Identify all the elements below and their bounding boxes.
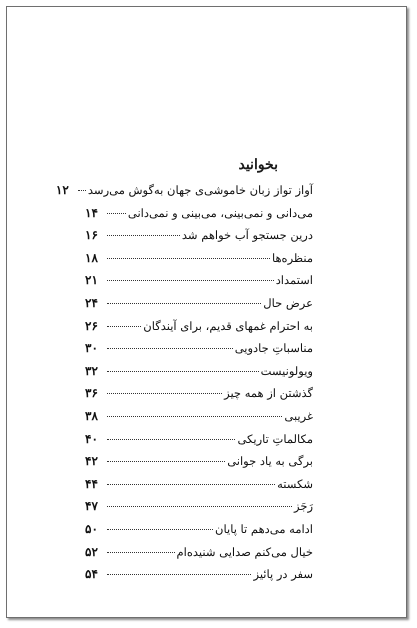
table-of-contents xyxy=(55,183,313,590)
toc-entry-page-number: ۵۲ xyxy=(85,544,98,559)
toc-entry-title: سفر در پائیز xyxy=(253,567,313,582)
toc-entry xyxy=(85,477,313,500)
toc-dot-leader xyxy=(107,326,141,327)
toc-entry-page-number: ۱۶ xyxy=(85,228,98,243)
toc-entry xyxy=(85,386,313,409)
toc-entry xyxy=(85,409,313,432)
toc-entry xyxy=(85,432,313,455)
toc-entry-page-number: ۳۶ xyxy=(85,386,98,401)
toc-entry-page-number: ۴۷ xyxy=(85,499,98,514)
toc-entry xyxy=(55,183,313,206)
toc-entry-title: مناسباتِ جادویی xyxy=(234,341,313,356)
toc-entry-title: عرض حال xyxy=(263,295,313,310)
toc-entry xyxy=(85,364,313,387)
toc-entry xyxy=(85,319,313,342)
toc-entry xyxy=(85,499,313,522)
toc-entry-title: ادامه می‌دهم تا پایان xyxy=(215,521,313,536)
toc-entry-title: به احترام غمهای قدیم، برای آیندگان xyxy=(143,318,313,333)
toc-entry-page-number: ۱۴ xyxy=(85,205,98,220)
toc-entry xyxy=(85,228,313,251)
toc-entry xyxy=(85,454,313,477)
toc-entry-title: مکالماتِ تاریکی xyxy=(237,431,313,446)
toc-entry-title: آواز تواز زبان خاموشی‌ی جهان به‌گوش می‌رسد xyxy=(87,183,313,197)
toc-dot-leader xyxy=(107,348,233,349)
toc-entry xyxy=(85,522,313,545)
toc-entry-title: برگی به یاد جوانی xyxy=(227,454,313,469)
toc-entry xyxy=(85,567,313,590)
toc-dot-leader xyxy=(107,484,275,485)
toc-dot-leader xyxy=(107,303,261,304)
toc-entry-page-number: ۴۲ xyxy=(85,454,98,469)
toc-entry-title: غریبی xyxy=(284,408,313,423)
page-heading: بخوانید xyxy=(238,157,278,173)
toc-entry-page-number: ۲۴ xyxy=(85,295,98,310)
toc-entry-page-number: ۳۲ xyxy=(85,363,98,378)
toc-dot-leader xyxy=(107,371,259,372)
toc-dot-leader xyxy=(78,190,86,191)
toc-entry-title: می‌دانی و نمی‌بینی، می‌بینی و نمی‌دانی xyxy=(127,205,313,220)
toc-entry xyxy=(85,273,313,296)
toc-entry-title: گذشتن از همه چیز xyxy=(224,386,313,401)
toc-dot-leader xyxy=(107,416,282,417)
toc-entry-page-number: ۳۸ xyxy=(85,408,98,423)
toc-entry-title: شکسته xyxy=(277,476,313,491)
toc-entry xyxy=(85,206,313,229)
toc-entry-title: منظره‌ها xyxy=(271,250,313,265)
toc-entry-title: خیال می‌کنم صدایی شنیده‌ام xyxy=(176,544,313,559)
toc-entry-page-number: ۴۰ xyxy=(85,431,98,446)
toc-dot-leader xyxy=(107,461,225,462)
toc-entry xyxy=(85,545,313,568)
toc-entry xyxy=(85,341,313,364)
toc-entry-title: درین جستجو آب خواهم شد xyxy=(181,228,313,243)
toc-entry-page-number: ۲۱ xyxy=(85,273,98,288)
toc-entry-page-number: ۱۸ xyxy=(85,250,98,265)
toc-dot-leader xyxy=(107,213,126,214)
toc-entry xyxy=(85,296,313,319)
toc-dot-leader xyxy=(107,439,235,440)
toc-entry-page-number: ۳۰ xyxy=(85,341,98,356)
toc-entry-page-number: ۱۲ xyxy=(55,183,69,197)
toc-entry-page-number: ۴۴ xyxy=(85,476,98,491)
toc-entry-title: استمداد xyxy=(275,273,313,288)
toc-entry-page-number: ۲۶ xyxy=(85,318,98,333)
toc-dot-leader xyxy=(107,529,213,530)
toc-entry-page-number: ۵۰ xyxy=(85,521,98,536)
toc-entry-title: رَجَز xyxy=(293,499,313,514)
toc-dot-leader xyxy=(107,574,251,575)
toc-entry-page-number: ۵۴ xyxy=(85,567,98,582)
toc-dot-leader xyxy=(107,235,180,236)
toc-dot-leader xyxy=(107,280,274,281)
toc-dot-leader xyxy=(107,552,175,553)
toc-entry-title: ویولونیست xyxy=(260,363,313,378)
toc-entry xyxy=(85,251,313,274)
toc-dot-leader xyxy=(107,506,292,507)
toc-dot-leader xyxy=(107,258,270,259)
toc-dot-leader xyxy=(107,393,222,394)
